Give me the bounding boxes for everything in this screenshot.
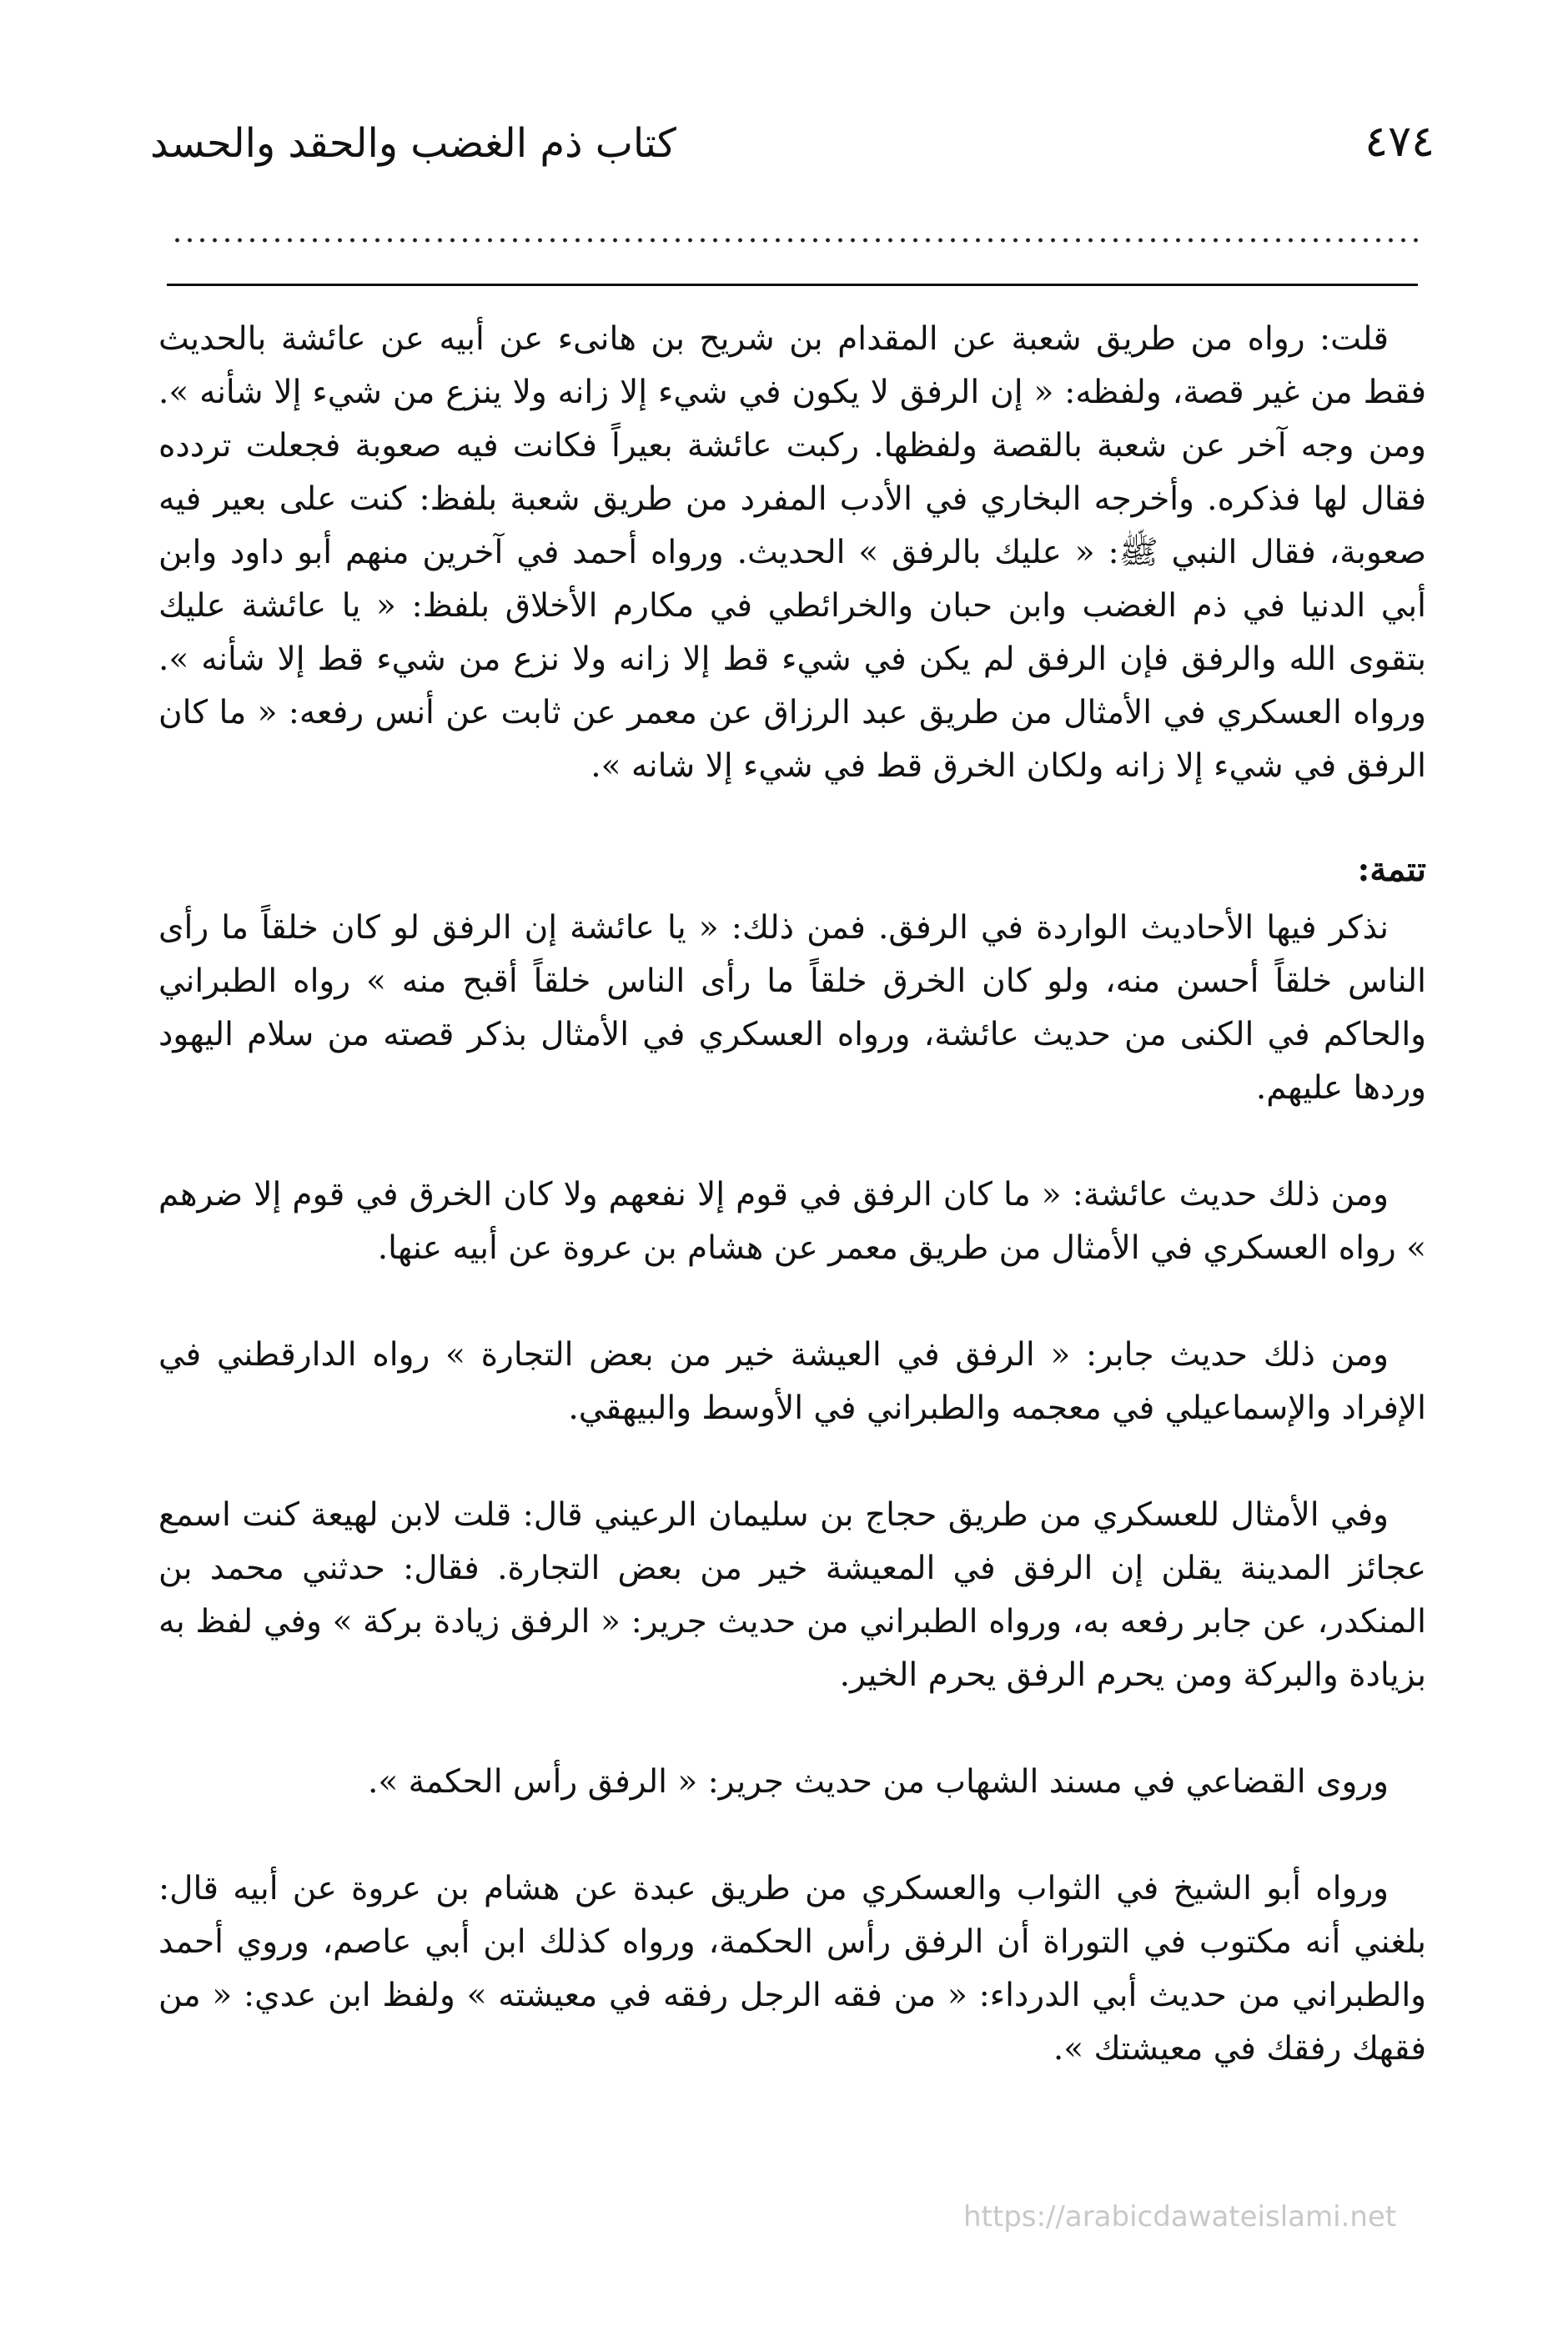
paragraph-3: ومن ذلك حديث عائشة: « ما كان الرفق في قوم إلا نفعهم ولا كان الخرق في قوم إلا ضرهم » رواه العسكري في الأمثال من طريق معمر عن هشام بن عروة عن أبيه عنها. [158,1176,1426,1267]
horizontal-rule [167,284,1418,286]
page-header [150,108,1435,175]
page-number: ٤٧٤ [1364,117,1435,167]
watermark-url: https://arabicdawateislami.net [963,2200,1397,2234]
paragraph-1: قلت: رواه من طريق شعبة عن المقدام بن شريح بن هانىء عن أبيه عن عائشة بالحديث فقط من غير قصة، ولفظه: « إن الرفق لا يكون في شيء إلا زانه ولا ينزع من شيء إلا شأنه ». ومن وجه آخر عن شعبة بالقصة ولفظها. ركبت عائشة بعيراً فكانت فيه صعوبة فجعلت تردده فقال لها فذكره. وأخرجه البخاري في الأدب المفرد من طريق شعبة بلفظ: كنت على بعير فيه صعوبة، فقال النبي ﷺ: « عليك بالرفق » الحديث. ورواه أحمد في آخرين منهم أبو داود وابن أبي الدنيا في ذم الغضب وابن حبان والخرائطي في مكارم الأخلاق بلفظ: « يا عائشة عليك بتقوى الله والرفق فإن الرفق لم يكن في شيء قط إلا زانه ولا نزع من شيء قط إلا شأنه ». ورواه العسكري في الأمثال من طريق عبد الرزاق عن معمر عن ثابت عن أنس رفعه: « ما كان الرفق في شيء إلا زانه ولكان الخرق قط في شيء إلا شانه ». [158,320,1426,785]
paragraph-7: ورواه أبو الشيخ في الثواب والعسكري من طريق عبدة عن هشام بن عروة عن أبيه قال: بلغني أنه مكتوب في التوراة أن الرفق رأس الحكمة، ورواه كذلك ابن أبي عاصم، وروي أحمد والطبراني من حديث أبي الدرداء: « من فقه الرجل رفقه في معيشته » ولفظ ابن عدي: « من فقهك رفقك في معيشتك ». [158,1870,1426,2068]
dotted-separator [171,235,1422,245]
page-body [158,313,1426,2129]
book-title: كتاب ذم الغضب والحقد والحسد [150,120,676,167]
paragraph-5: وفي الأمثال للعسكري من طريق حجاج بن سليمان الرعيني قال: قلت لابن لهيعة كنت اسمع عجائز المدينة يقلن إن الرفق في المعيشة خير من بعض التجارة. فقال: حدثني محمد بن المنكدر، عن جابر رفعه به، ورواه الطبراني من حديث جرير: « الرفق زيادة بركة » وفي لفظ به بزيادة والبركة ومن يحرم الرفق يحرم الخير. [158,1496,1426,1694]
section-heading: تتمة: [1357,850,1426,889]
paragraph-2: نذكر فيها الأحاديث الواردة في الرفق. فمن ذلك: « يا عائشة إن الرفق لو كان خلقاً ما رأى الناس خلقاً أحسن منه، ولو كان الخرق خلقاً ما رأى الناس خلقاً أقبح منه » رواه الطبراني والحاكم في الكنى من حديث عائشة، ورواه العسكري في الأمثال بذكر قصته من سلام اليهود وردها عليهم. [158,909,1426,1107]
paragraph-4: ومن ذلك حديث جابر: « الرفق في العيشة خير من بعض التجارة » رواه الدارقطني في الإفراد والإسماعيلي في معجمه والطبراني في الأوسط والبيهقي. [158,1336,1426,1427]
paragraph-6: وروى القضاعي في مسند الشهاب من حديث جرير: « الرفق رأس الحكمة ». [367,1763,1389,1801]
